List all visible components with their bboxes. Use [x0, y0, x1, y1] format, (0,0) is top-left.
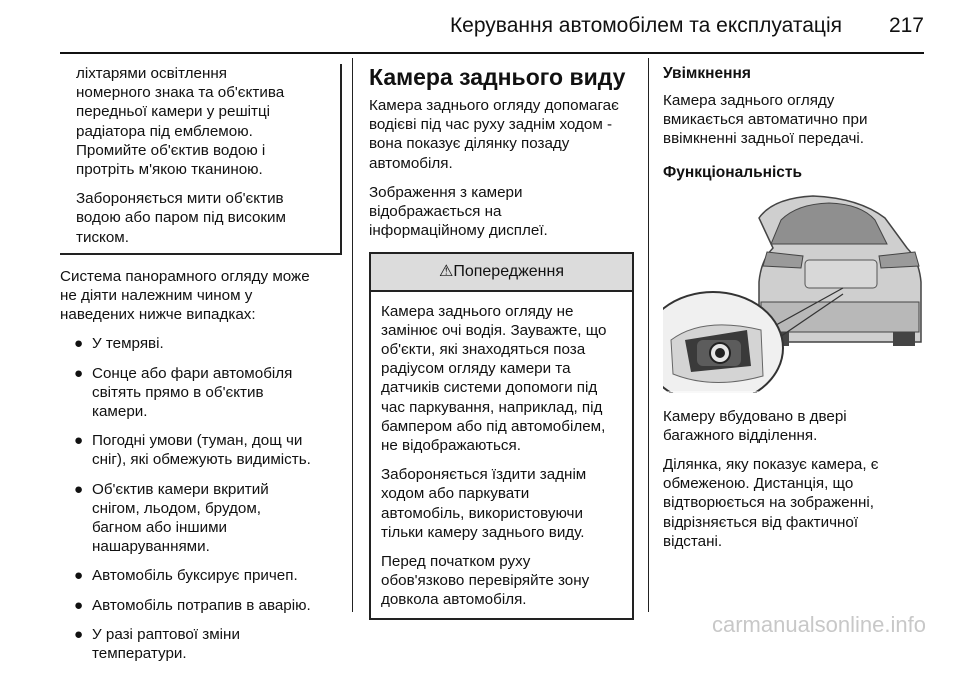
bullet-icon: ●	[74, 364, 84, 382]
list-item-text: У темряві.	[92, 335, 164, 353]
warning-title: Попередження	[453, 263, 565, 281]
bullet-icon: ●	[74, 335, 84, 353]
middle-column	[369, 64, 634, 620]
list-item	[60, 334, 342, 353]
warning-box	[369, 252, 634, 619]
list-item	[60, 364, 342, 422]
bullet-icon: ●	[74, 432, 84, 450]
list-item-text: Погодні умови (туман, дощ чи сніг), які обмежують видимість.	[92, 432, 311, 469]
cleaning-note-box	[60, 64, 342, 255]
warning-header	[371, 254, 632, 291]
condition-list	[60, 334, 342, 663]
bullet-icon: ●	[74, 567, 84, 585]
list-item	[60, 431, 342, 469]
list-item-text: Об'єктив камери вкритий снігом, льодом, брудом, багном або іншими нашаруваннями.	[92, 480, 269, 556]
bullet-icon: ●	[74, 596, 84, 614]
note-paragraph: ліхтарями освітлення номерного знака та об'єктива передньої камери у решітці радіатора під емблемою. Промийте об'єктив водою і протріть м'якою тканиною.	[76, 65, 285, 179]
left-column	[60, 64, 342, 673]
camera-range-text: Ділянка, яку показує камера, є обмеженою. Дистанція, що відтворюється на зображенні, відрізняється від фактичної відстані.	[663, 456, 879, 550]
warning-paragraph: Забороняється їздити заднім ходом або паркувати автомобіль, використовуючи тільки камеру заднього виду.	[381, 466, 587, 541]
column-divider-2	[648, 58, 649, 612]
bullet-icon: ●	[74, 625, 84, 643]
warning-paragraph: Перед початком руху обов'язково перевіряйте зону довкола автомобіля.	[381, 553, 590, 609]
header-rule	[60, 52, 924, 54]
list-item-text: У разі раптової зміни температури.	[92, 625, 240, 663]
list-item-text: Автомобіль потрапив в аварію.	[92, 596, 311, 614]
list-item-text: Автомобіль буксирує причеп.	[92, 567, 298, 585]
column-divider-1	[352, 58, 353, 612]
activation-text: Камера заднього огляду вмикається автоматично при ввімкненні задньої передачі.	[663, 92, 868, 148]
note-paragraph: Забороняється мити об'єктив водою або паром під високим тиском.	[76, 190, 286, 246]
camera-description: Камера заднього огляду допомагає водієві під час руху заднім ходом - вона показує ділянку позаду автомобіля.	[369, 97, 619, 172]
list-item	[60, 596, 342, 615]
panoramic-intro: Система панорамного огляду може не діяти належним чином у наведених нижче випадках:	[60, 267, 310, 324]
section-heading: Камера заднього виду	[369, 64, 626, 90]
watermark: carmanualsonline.info	[711, 612, 926, 637]
list-item	[60, 625, 342, 663]
list-item	[60, 566, 342, 585]
right-column	[663, 64, 933, 551]
list-item	[60, 480, 342, 557]
page-number: 217	[888, 14, 924, 37]
camera-location-text: Камеру вбудовано в двері багажного відділення.	[663, 407, 847, 444]
warning-paragraph: Камера заднього огляду не замінює очі водія. Зауважте, що об'єкти, які знаходяться поза радіусом огляду камери та датчиків системи допомоги під час паркування, наприклад, під бампером або під автомобілем, не відображаються.	[381, 302, 607, 455]
activation-heading: Увімкнення	[663, 65, 751, 82]
list-item-text: Сонце або фари автомобіля світять прямо в об'єктив камери.	[92, 364, 293, 421]
warning-body	[371, 292, 632, 618]
functionality-heading: Функціональність	[663, 163, 803, 181]
header-title: Керування автомобілем та експлуатація	[449, 14, 842, 37]
rear-camera-illustration	[663, 190, 927, 393]
display-description: Зображення з камери відображається на інформаційному дисплеї.	[369, 183, 548, 240]
bullet-icon: ●	[74, 480, 84, 498]
warning-icon: ⚠	[438, 263, 454, 281]
